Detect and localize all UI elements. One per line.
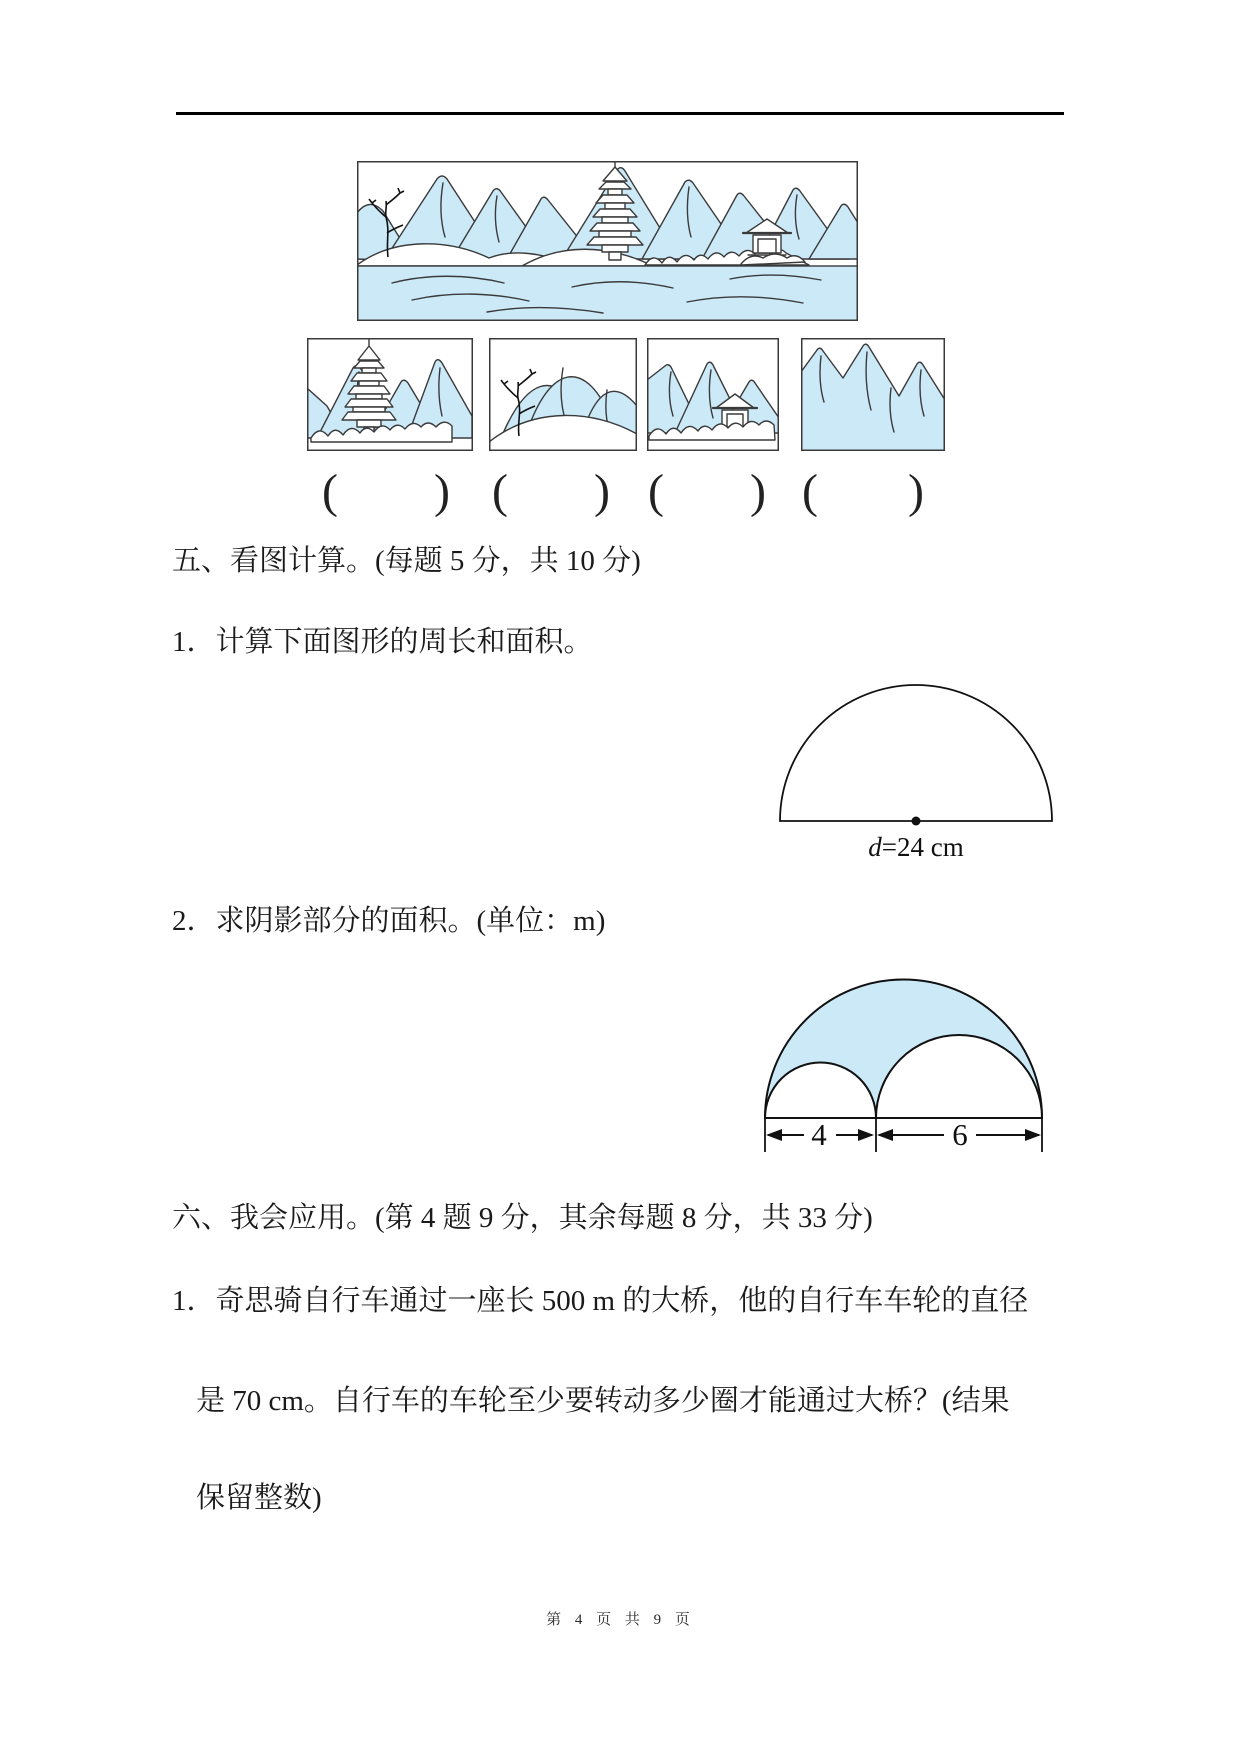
answer-blank-3 (648, 466, 766, 518)
section6-q1-line2: 是 70 cm。自行车的车轮至少要转动多少圈才能通过大桥？(结果 (196, 1385, 1010, 1417)
scene-tile-pavilion-image (647, 338, 779, 451)
shaded-area-figure (752, 968, 1054, 1160)
answer-blank-1 (322, 466, 450, 518)
dim-value-6: 6 (952, 1117, 968, 1152)
page-number-footer: 第 4 页 共 9 页 (546, 1612, 695, 1628)
paren-open: ( (648, 465, 664, 518)
section5-q2-text: 2．求阴影部分的面积。(单位：m) (172, 905, 606, 937)
paren-close: ) (750, 465, 766, 518)
paren-close: ) (908, 465, 924, 518)
section5-heading: 五、看图计算。(每题 5 分，共 10 分) (172, 545, 641, 577)
paren-close: ) (434, 465, 450, 518)
scene-tile-tree-image (489, 338, 637, 451)
paren-open: ( (322, 465, 338, 518)
dimension-left (766, 1117, 874, 1152)
section6-heading: 六、我会应用。(第 4 题 9 分，其余每题 8 分，共 33 分) (172, 1202, 873, 1234)
diameter-label: d=24 cm (868, 832, 964, 862)
semicircle-figure (770, 672, 1062, 867)
section6-q1-line3: 保留整数) (196, 1482, 322, 1514)
paren-close: ) (594, 465, 610, 518)
paren-open: ( (492, 465, 508, 518)
section6-q1-line1: 1．奇思骑自行车通过一座长 500 m 的大桥，他的自行车车轮的直径 (172, 1285, 1029, 1317)
header-rule (176, 112, 1064, 115)
center-point (912, 817, 921, 826)
answer-blank-2 (492, 466, 610, 518)
section5-q1-text: 1．计算下面图形的周长和面积。 (172, 626, 593, 658)
scene-tile-pagoda-image (307, 338, 473, 451)
answer-blank-4 (802, 466, 924, 518)
paren-open: ( (802, 465, 818, 518)
dim-value-4: 4 (811, 1117, 827, 1152)
dimension-right (877, 1117, 1041, 1152)
scene-tile-mountains-image (801, 338, 945, 451)
landscape-scene-image (357, 161, 858, 321)
